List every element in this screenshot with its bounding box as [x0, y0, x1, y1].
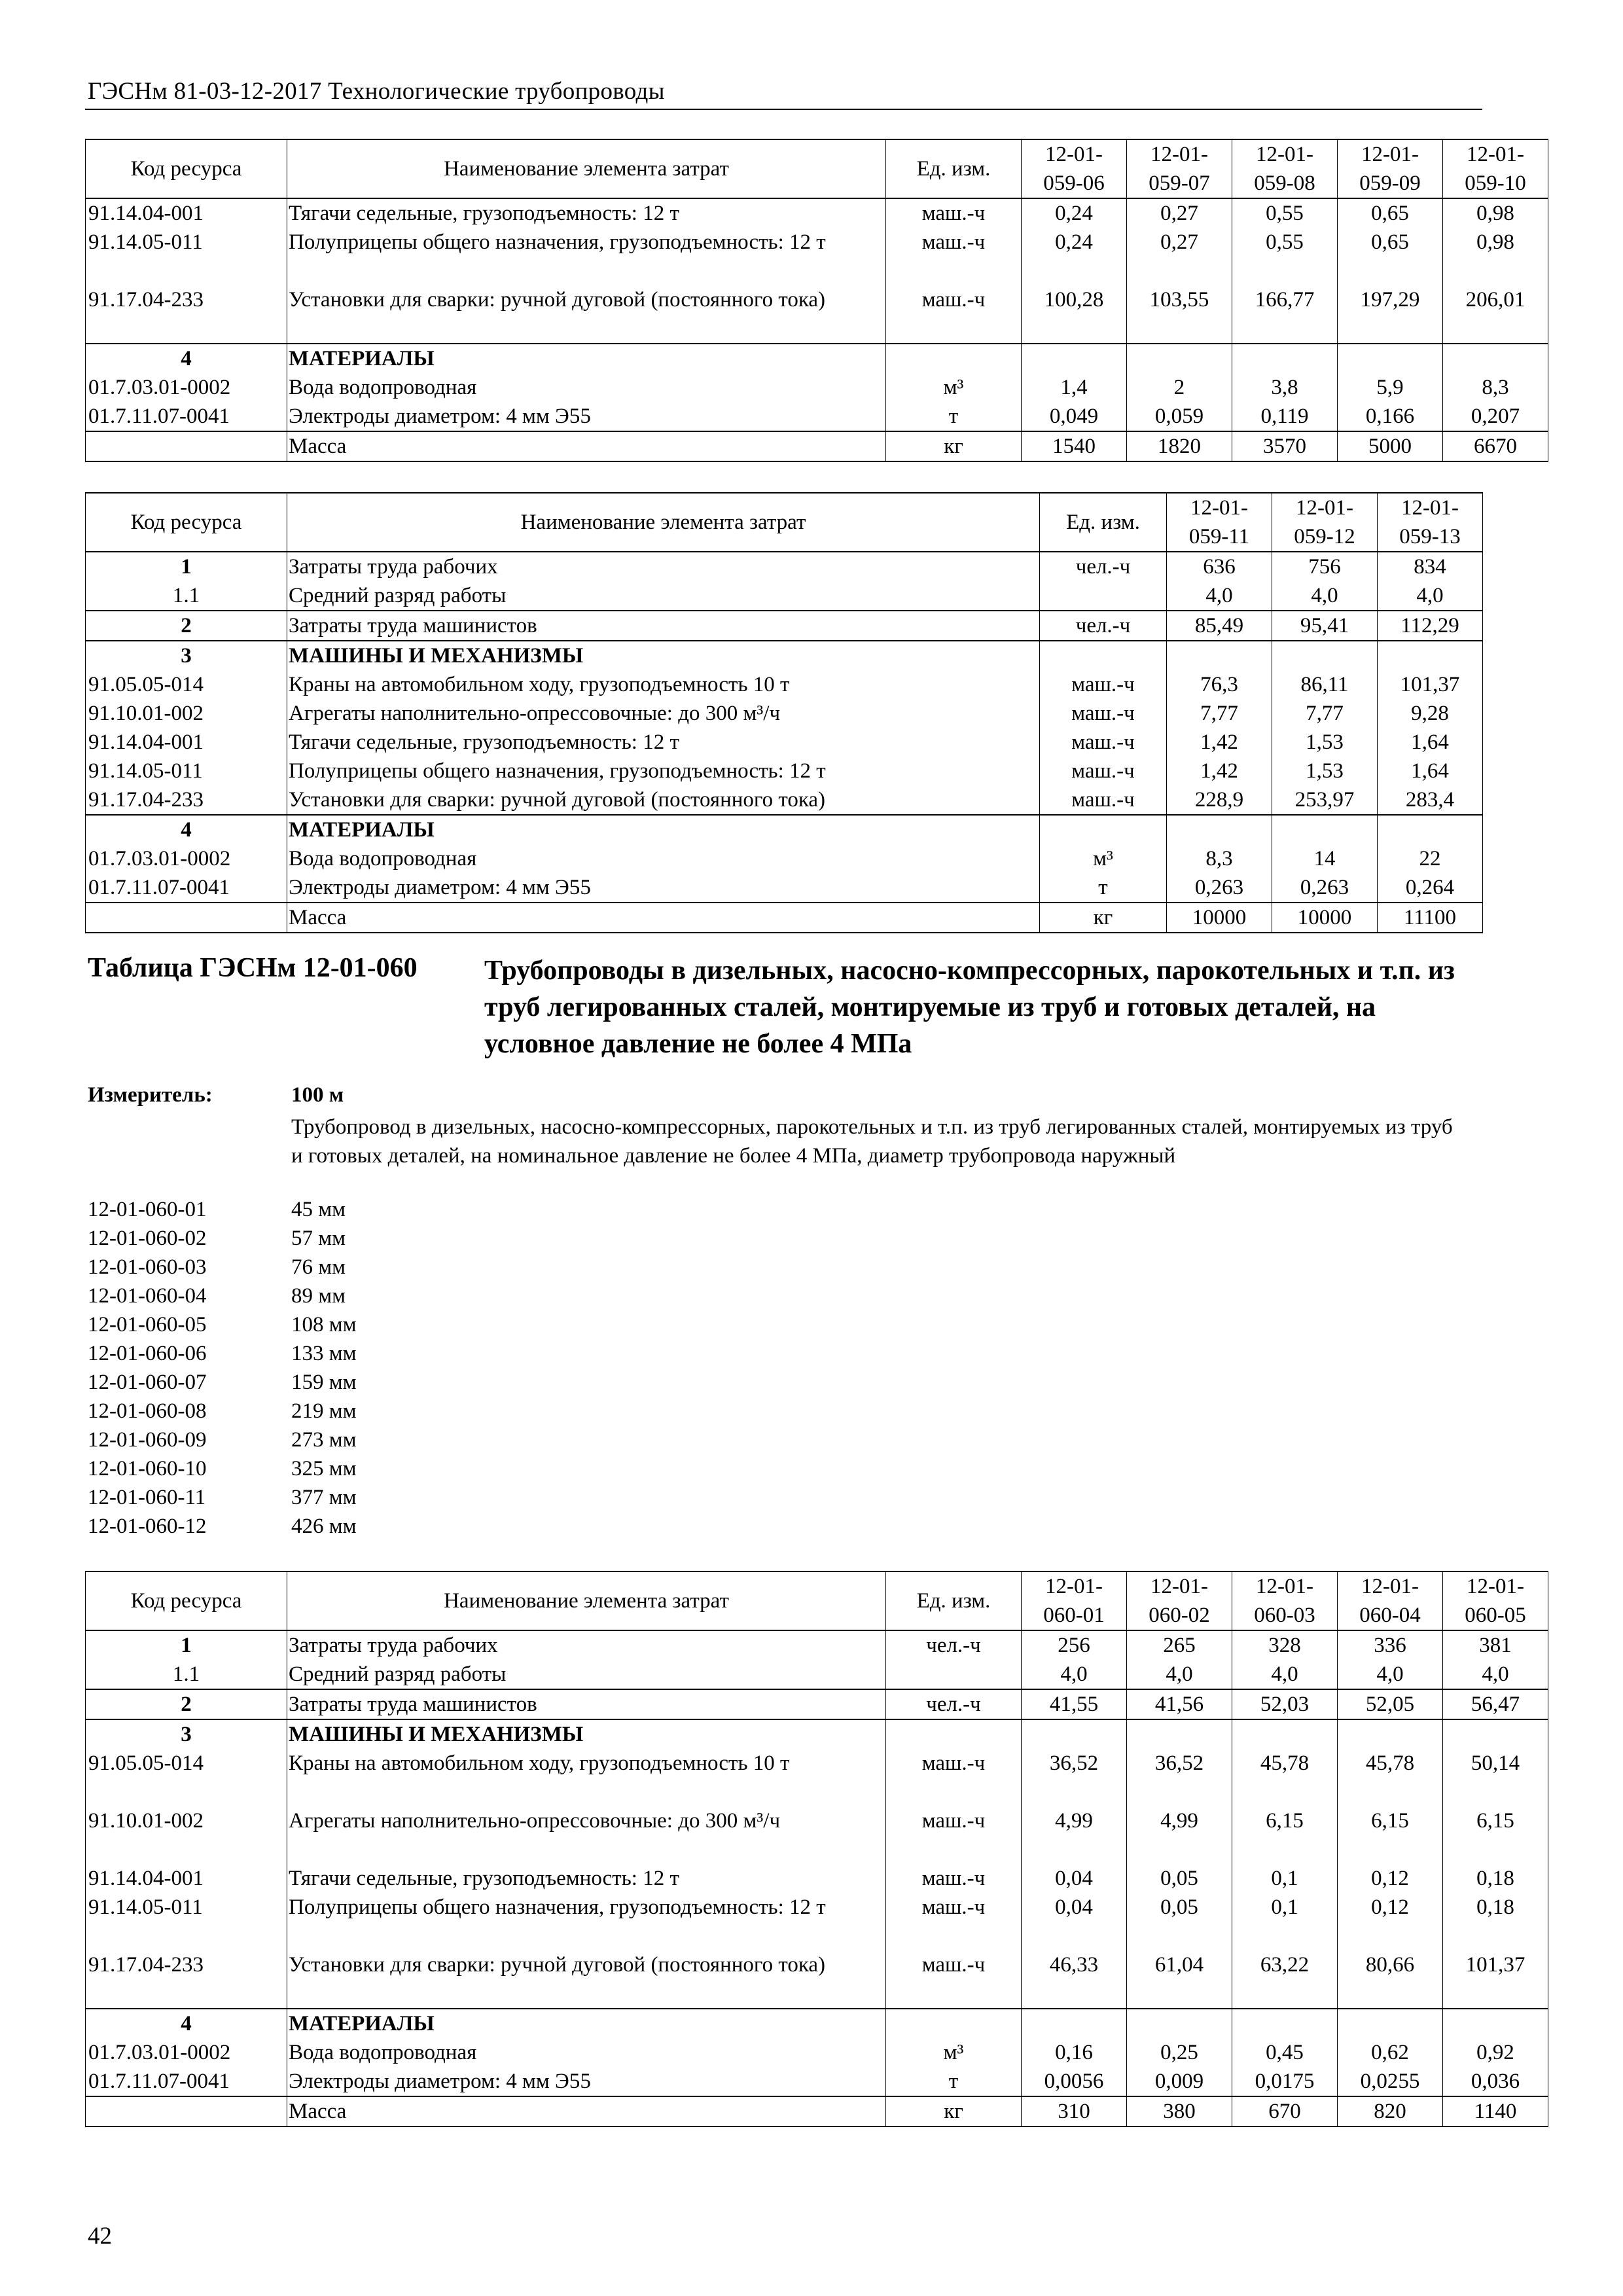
col-header-unit: Ед. изм. — [886, 139, 1022, 198]
section-title: МАТЕРИАЛЫ — [287, 2009, 886, 2038]
resource-name: Затраты труда машинистов — [287, 611, 1040, 641]
section-row — [86, 641, 1483, 670]
resource-value: 253,97 — [1272, 785, 1378, 815]
resource-value: 0,16 — [1022, 2038, 1127, 2067]
col-header-code: Код ресурса — [86, 139, 287, 198]
resource-value: 4,0 — [1232, 1660, 1338, 1689]
resource-code: 91.14.04-001 — [86, 1864, 287, 1893]
resource-value: 0,05 — [1127, 1864, 1232, 1893]
table-row — [86, 699, 1483, 728]
resource-unit: кг — [886, 2096, 1022, 2126]
resource-value: 4,0 — [1127, 1660, 1232, 1689]
resource-value: 166,77 — [1232, 285, 1338, 344]
resource-unit: маш.-ч — [886, 285, 1022, 344]
variant-diameter: 273 мм — [291, 1428, 357, 1452]
resource-name: Агрегаты наполнительно-опрессовочные: до 300 м³/ч — [287, 699, 1040, 728]
table-row — [86, 198, 1548, 228]
resource-value: 0,166 — [1338, 402, 1443, 431]
variant-diameter: 57 мм — [291, 1227, 346, 1250]
col-header-name: Наименование элемента затрат — [287, 139, 886, 198]
resource-unit: маш.-ч — [1040, 785, 1167, 815]
section-code: 4 — [86, 815, 287, 844]
resource-value: 7,77 — [1272, 699, 1378, 728]
section-code: 4 — [86, 2009, 287, 2038]
resource-code: 91.17.04-233 — [86, 285, 287, 344]
resource-name: Агрегаты наполнительно-опрессовочные: до 300 м³/ч — [287, 1806, 886, 1864]
resource-name: Тягачи седельные, грузоподъемность: 12 т — [287, 198, 886, 228]
resource-value: 14 — [1272, 844, 1378, 873]
resource-name: Затраты труда рабочих — [287, 1630, 886, 1660]
resource-value: 0,18 — [1443, 1893, 1548, 1950]
resource-value: 1,53 — [1272, 728, 1378, 757]
resource-name: Установки для сварки: ручной дуговой (постоянного тока) — [287, 285, 886, 344]
table-row — [86, 1660, 1548, 1689]
resource-code: 91.05.05-014 — [86, 670, 287, 699]
variant-diameter: 89 мм — [291, 1284, 346, 1308]
resource-value: 206,01 — [1443, 285, 1548, 344]
resource-value: 4,99 — [1127, 1806, 1232, 1864]
mass-value: 380 — [1127, 2096, 1232, 2126]
resource-name: Тягачи седельные, грузоподъемность: 12 т — [287, 728, 1040, 757]
resource-value: 0,0255 — [1338, 2067, 1443, 2096]
resource-code: 01.7.11.07-0041 — [86, 873, 287, 903]
mass-value: 6670 — [1443, 431, 1548, 461]
resource-value: 8,3 — [1167, 844, 1272, 873]
resource-value: 112,29 — [1378, 611, 1483, 641]
resource-value: 1,42 — [1167, 757, 1272, 785]
resource-value: 86,11 — [1272, 670, 1378, 699]
resource-value: 0,98 — [1443, 198, 1548, 228]
resource-name: Полуприцепы общего назначения, грузоподъемность: 12 т — [287, 1893, 886, 1950]
resource-name: Электроды диаметром: 4 мм Э55 — [287, 402, 886, 431]
resource-value: 0,12 — [1338, 1893, 1443, 1950]
resource-value: 0,65 — [1338, 228, 1443, 285]
resource-name: Затраты труда рабочих — [287, 552, 1040, 581]
resource-value: 4,0 — [1443, 1660, 1548, 1689]
col-header-rate: 12-01- 060-01 — [1022, 1571, 1127, 1630]
resource-unit: маш.-ч — [886, 1864, 1022, 1893]
table-row — [86, 670, 1483, 699]
variant-diameter: 76 мм — [291, 1255, 346, 1279]
resource-value: 8,3 — [1443, 373, 1548, 402]
measure-description: Трубопровод в дизельных, насосно-компрессорных, парокотельных и т.п. из труб легированных сталей, монтируемых из труб и готовых деталей, на номинальное давление не более 4 МПа, диаметр трубопровода наружный — [291, 1115, 1453, 1168]
col-header-rate: 12-01- 060-03 — [1232, 1571, 1338, 1630]
col-header-rate: 12-01- 059-08 — [1232, 139, 1338, 198]
resource-value: 0,92 — [1443, 2038, 1548, 2067]
resource-name: Тягачи седельные, грузоподъемность: 12 т — [287, 1864, 886, 1893]
resource-value: 0,25 — [1127, 2038, 1232, 2067]
resource-name: Полуприцепы общего назначения, грузоподъемность: 12 т — [287, 228, 886, 285]
table-row — [86, 2038, 1548, 2067]
mass-value: 1140 — [1443, 2096, 1548, 2126]
resource-unit: чел.-ч — [1040, 611, 1167, 641]
resource-value: 0,1 — [1232, 1864, 1338, 1893]
table-row — [86, 873, 1483, 903]
table-title: Трубопроводы в дизельных, насосно-компрессорных, парокотельных и т.п. из труб легированных сталей, монтируемые из труб и готовых деталей, на условное давление не более 4 МПа — [484, 956, 1455, 1059]
table-row — [86, 1749, 1548, 1806]
resource-value: 0,62 — [1338, 2038, 1443, 2067]
table-row — [86, 1864, 1548, 1893]
resource-value: 95,41 — [1272, 611, 1378, 641]
resource-value: 336 — [1338, 1630, 1443, 1660]
resource-unit: м³ — [1040, 844, 1167, 873]
col-header-rate: 12-01- 060-04 — [1338, 1571, 1443, 1630]
resource-value: 0,119 — [1232, 402, 1338, 431]
resource-value: 52,05 — [1338, 1689, 1443, 1719]
mass-value: 11100 — [1378, 903, 1483, 933]
resource-value: 4,0 — [1272, 581, 1378, 611]
resource-table-059-11-13 — [85, 492, 1483, 933]
resource-unit: кг — [886, 431, 1022, 461]
measure-label: Измеритель: — [88, 1083, 213, 1107]
section-row — [86, 2009, 1548, 2038]
resource-value: 265 — [1127, 1630, 1232, 1660]
variant-diameter: 45 мм — [291, 1198, 346, 1221]
resource-value: 6,15 — [1443, 1806, 1548, 1864]
resource-value: 834 — [1378, 552, 1483, 581]
resource-unit: кг — [1040, 903, 1167, 933]
mass-value: 820 — [1338, 2096, 1443, 2126]
col-header-rate: 12-01- 059-09 — [1338, 139, 1443, 198]
header-rule — [85, 109, 1482, 110]
table-row — [86, 1950, 1548, 2009]
table-row — [86, 844, 1483, 873]
resource-value: 0,45 — [1232, 2038, 1338, 2067]
resource-value: 0,059 — [1127, 402, 1232, 431]
resource-unit: чел.-ч — [886, 1630, 1022, 1660]
resource-name: Установки для сварки: ручной дуговой (постоянного тока) — [287, 785, 1040, 815]
resource-value: 0,263 — [1272, 873, 1378, 903]
col-header-rate: 12-01- 059-10 — [1443, 139, 1548, 198]
resource-value: 0,263 — [1167, 873, 1272, 903]
mass-value: 5000 — [1338, 431, 1443, 461]
section-title: МАТЕРИАЛЫ — [287, 344, 886, 373]
resource-value: 0,0056 — [1022, 2067, 1127, 2096]
variant-diameter: 108 мм — [291, 1313, 357, 1336]
resource-value: 7,77 — [1167, 699, 1272, 728]
variant-code: 12-01-060-11 — [88, 1486, 206, 1509]
variant-code: 12-01-060-05 — [88, 1313, 207, 1336]
mass-row — [86, 2096, 1548, 2126]
resource-unit: маш.-ч — [1040, 728, 1167, 757]
table-row — [86, 552, 1483, 581]
table-row — [86, 1630, 1548, 1660]
resource-code: 01.7.11.07-0041 — [86, 2067, 287, 2096]
resource-value: 756 — [1272, 552, 1378, 581]
resource-value: 1,4 — [1022, 373, 1127, 402]
table-row — [86, 728, 1483, 757]
resource-table-059-06-10 — [85, 139, 1548, 462]
resource-value: 0,04 — [1022, 1893, 1127, 1950]
col-header-rate: 12-01- 060-05 — [1443, 1571, 1548, 1630]
resource-value: 0,12 — [1338, 1864, 1443, 1893]
resource-value: 0,24 — [1022, 198, 1127, 228]
variant-code: 12-01-060-06 — [88, 1342, 207, 1365]
mass-value: 3570 — [1232, 431, 1338, 461]
resource-unit — [1040, 581, 1167, 611]
resource-value: 4,0 — [1022, 1660, 1127, 1689]
mass-value: 1540 — [1022, 431, 1127, 461]
resource-value: 52,03 — [1232, 1689, 1338, 1719]
resource-code: 91.14.05-011 — [86, 1893, 287, 1950]
resource-code: 1.1 — [86, 1660, 287, 1689]
table-row — [86, 757, 1483, 785]
resource-code: 01.7.03.01-0002 — [86, 373, 287, 402]
col-header-unit: Ед. изм. — [1040, 493, 1167, 552]
resource-value: 61,04 — [1127, 1950, 1232, 2009]
resource-value: 56,47 — [1443, 1689, 1548, 1719]
col-header-rate: 12-01- 059-07 — [1127, 139, 1232, 198]
resource-value: 0,65 — [1338, 198, 1443, 228]
col-header-unit: Ед. изм. — [886, 1571, 1022, 1630]
variant-diameter: 377 мм — [291, 1486, 357, 1509]
resource-unit: маш.-ч — [1040, 670, 1167, 699]
section-code: 3 — [86, 1719, 287, 1749]
resource-code: 91.14.05-011 — [86, 228, 287, 285]
mass-label: Масса — [287, 431, 886, 461]
table-row — [86, 581, 1483, 611]
col-header-name: Наименование элемента затрат — [287, 493, 1040, 552]
resource-unit: чел.-ч — [1040, 552, 1167, 581]
resource-value: 45,78 — [1338, 1749, 1443, 1806]
resource-value: 256 — [1022, 1630, 1127, 1660]
col-header-code: Код ресурса — [86, 1571, 287, 1630]
variant-diameter: 426 мм — [291, 1515, 357, 1538]
mass-label: Масса — [287, 903, 1040, 933]
resource-value: 636 — [1167, 552, 1272, 581]
resource-value: 0,207 — [1443, 402, 1548, 431]
resource-value: 0,036 — [1443, 2067, 1548, 2096]
resource-unit: маш.-ч — [886, 198, 1022, 228]
resource-name: Затраты труда машинистов — [287, 1689, 886, 1719]
resource-value: 381 — [1443, 1630, 1548, 1660]
resource-value: 1,42 — [1167, 728, 1272, 757]
resource-unit: т — [1040, 873, 1167, 903]
resource-name: Установки для сварки: ручной дуговой (постоянного тока) — [287, 1950, 886, 2009]
table-label: Таблица ГЭСНм 12-01-060 — [88, 953, 418, 983]
resource-unit: м³ — [886, 2038, 1022, 2067]
resource-code: 91.14.04-001 — [86, 198, 287, 228]
resource-code: 1 — [86, 1630, 287, 1660]
resource-unit: маш.-ч — [1040, 699, 1167, 728]
mass-value: 1820 — [1127, 431, 1232, 461]
resource-name: Электроды диаметром: 4 мм Э55 — [287, 873, 1040, 903]
resource-code: 91.17.04-233 — [86, 1950, 287, 2009]
resource-value: 41,55 — [1022, 1689, 1127, 1719]
variant-code: 12-01-060-07 — [88, 1371, 207, 1394]
resource-value: 41,56 — [1127, 1689, 1232, 1719]
resource-table-060-01-05 — [85, 1571, 1548, 2127]
resource-name: Полуприцепы общего назначения, грузоподъемность: 12 т — [287, 757, 1040, 785]
section-row — [86, 344, 1548, 373]
resource-code: 01.7.11.07-0041 — [86, 402, 287, 431]
resource-value: 103,55 — [1127, 285, 1232, 344]
resource-value: 328 — [1232, 1630, 1338, 1660]
resource-unit: маш.-ч — [886, 1749, 1022, 1806]
mass-value: 10000 — [1167, 903, 1272, 933]
mass-value: 310 — [1022, 2096, 1127, 2126]
resource-value: 63,22 — [1232, 1950, 1338, 2009]
resource-value: 36,52 — [1022, 1749, 1127, 1806]
section-code: 4 — [86, 344, 287, 373]
resource-code: 91.14.04-001 — [86, 728, 287, 757]
mass-label: Масса — [287, 2096, 886, 2126]
resource-code: 91.10.01-002 — [86, 699, 287, 728]
mass-row — [86, 431, 1548, 461]
resource-name: Средний разряд работы — [287, 581, 1040, 611]
resource-value: 0,0175 — [1232, 2067, 1338, 2096]
col-header-rate: 12-01- 059-13 — [1378, 493, 1483, 552]
col-header-rate: 12-01- 060-02 — [1127, 1571, 1232, 1630]
resource-name: Краны на автомобильном ходу, грузоподъемность 10 т — [287, 1749, 886, 1806]
variant-diameter: 133 мм — [291, 1342, 357, 1365]
table-row — [86, 1893, 1548, 1950]
section-title: МАТЕРИАЛЫ — [287, 815, 1040, 844]
variant-code: 12-01-060-01 — [88, 1198, 207, 1221]
resource-name: Вода водопроводная — [287, 2038, 886, 2067]
resource-value: 3,8 — [1232, 373, 1338, 402]
resource-value: 1,53 — [1272, 757, 1378, 785]
resource-unit: т — [886, 2067, 1022, 2096]
resource-name: Вода водопроводная — [287, 373, 886, 402]
table-row — [86, 785, 1483, 815]
resource-code: 2 — [86, 611, 287, 641]
resource-code: 91.10.01-002 — [86, 1806, 287, 1864]
resource-value: 4,0 — [1167, 581, 1272, 611]
resource-value: 0,55 — [1232, 198, 1338, 228]
measure-unit: 100 м — [291, 1083, 344, 1107]
resource-code: 1.1 — [86, 581, 287, 611]
resource-value: 0,05 — [1127, 1893, 1232, 1950]
resource-value: 283,4 — [1378, 785, 1483, 815]
resource-value: 4,0 — [1338, 1660, 1443, 1689]
resource-unit: маш.-ч — [886, 1950, 1022, 2009]
resource-code: 2 — [86, 1689, 287, 1719]
resource-value: 0,04 — [1022, 1864, 1127, 1893]
resource-value: 101,37 — [1378, 670, 1483, 699]
resource-value: 1,64 — [1378, 757, 1483, 785]
resource-code: 1 — [86, 552, 287, 581]
mass-value: 10000 — [1272, 903, 1378, 933]
resource-value: 6,15 — [1232, 1806, 1338, 1864]
resource-name: Краны на автомобильном ходу, грузоподъемность 10 т — [287, 670, 1040, 699]
resource-value: 100,28 — [1022, 285, 1127, 344]
variant-code: 12-01-060-12 — [88, 1515, 207, 1538]
section-title: МАШИНЫ И МЕХАНИЗМЫ — [287, 1719, 886, 1749]
resource-unit: м³ — [886, 373, 1022, 402]
col-header-rate: 12-01- 059-06 — [1022, 139, 1127, 198]
resource-code: 91.05.05-014 — [86, 1749, 287, 1806]
resource-value: 4,99 — [1022, 1806, 1127, 1864]
resource-unit: маш.-ч — [886, 228, 1022, 285]
resource-unit: т — [886, 402, 1022, 431]
page-number: 42 — [88, 2223, 112, 2250]
table-row — [86, 285, 1548, 344]
resource-value: 0,009 — [1127, 2067, 1232, 2096]
resource-code: 01.7.03.01-0002 — [86, 2038, 287, 2067]
resource-code: 01.7.03.01-0002 — [86, 844, 287, 873]
resource-value: 6,15 — [1338, 1806, 1443, 1864]
resource-value: 0,27 — [1127, 198, 1232, 228]
resource-value: 0,27 — [1127, 228, 1232, 285]
resource-name: Средний разряд работы — [287, 1660, 886, 1689]
table-row — [86, 611, 1483, 641]
section-code: 3 — [86, 641, 287, 670]
resource-value: 0,98 — [1443, 228, 1548, 285]
variant-diameter: 325 мм — [291, 1457, 357, 1480]
table-row — [86, 2067, 1548, 2096]
variant-code: 12-01-060-04 — [88, 1284, 207, 1308]
resource-value: 0,264 — [1378, 873, 1483, 903]
col-header-rate: 12-01- 059-11 — [1167, 493, 1272, 552]
section-title: МАШИНЫ И МЕХАНИЗМЫ — [287, 641, 1040, 670]
resource-name: Вода водопроводная — [287, 844, 1040, 873]
resource-value: 36,52 — [1127, 1749, 1232, 1806]
table-row — [86, 228, 1548, 285]
resource-value: 50,14 — [1443, 1749, 1548, 1806]
variant-diameter: 159 мм — [291, 1371, 357, 1394]
variant-code: 12-01-060-08 — [88, 1399, 207, 1423]
section-row — [86, 815, 1483, 844]
resource-value: 85,49 — [1167, 611, 1272, 641]
table-row — [86, 373, 1548, 402]
resource-value: 46,33 — [1022, 1950, 1127, 2009]
variant-code: 12-01-060-09 — [88, 1428, 207, 1452]
resource-value: 0,18 — [1443, 1864, 1548, 1893]
resource-value: 4,0 — [1378, 581, 1483, 611]
resource-value: 5,9 — [1338, 373, 1443, 402]
resource-value: 1,64 — [1378, 728, 1483, 757]
resource-unit: маш.-ч — [886, 1806, 1022, 1864]
table-row — [86, 1806, 1548, 1864]
resource-value: 76,3 — [1167, 670, 1272, 699]
resource-value: 0,24 — [1022, 228, 1127, 285]
table-row — [86, 402, 1548, 431]
mass-value: 670 — [1232, 2096, 1338, 2126]
resource-value: 0,049 — [1022, 402, 1127, 431]
resource-value: 2 — [1127, 373, 1232, 402]
resource-value: 101,37 — [1443, 1950, 1548, 2009]
resource-unit: чел.-ч — [886, 1689, 1022, 1719]
resource-unit: маш.-ч — [1040, 757, 1167, 785]
resource-name: Электроды диаметром: 4 мм Э55 — [287, 2067, 886, 2096]
resource-unit: маш.-ч — [886, 1893, 1022, 1950]
resource-value: 45,78 — [1232, 1749, 1338, 1806]
resource-value: 228,9 — [1167, 785, 1272, 815]
col-header-rate: 12-01- 059-12 — [1272, 493, 1378, 552]
resource-value: 80,66 — [1338, 1950, 1443, 2009]
variant-diameter: 219 мм — [291, 1399, 357, 1423]
variant-code: 12-01-060-03 — [88, 1255, 207, 1279]
resource-value: 22 — [1378, 844, 1483, 873]
col-header-code: Код ресурса — [86, 493, 287, 552]
table-row — [86, 1689, 1548, 1719]
resource-unit — [886, 1660, 1022, 1689]
variant-code: 12-01-060-10 — [88, 1457, 207, 1480]
running-header: ГЭСНм 81-03-12-2017 Технологические трубопроводы — [88, 78, 665, 105]
resource-value: 197,29 — [1338, 285, 1443, 344]
section-row — [86, 1719, 1548, 1749]
variant-code: 12-01-060-02 — [88, 1227, 207, 1250]
resource-value: 0,1 — [1232, 1893, 1338, 1950]
col-header-name: Наименование элемента затрат — [287, 1571, 886, 1630]
resource-code: 91.14.05-011 — [86, 757, 287, 785]
mass-row — [86, 903, 1483, 933]
resource-code: 91.17.04-233 — [86, 785, 287, 815]
resource-value: 9,28 — [1378, 699, 1483, 728]
resource-value: 0,55 — [1232, 228, 1338, 285]
